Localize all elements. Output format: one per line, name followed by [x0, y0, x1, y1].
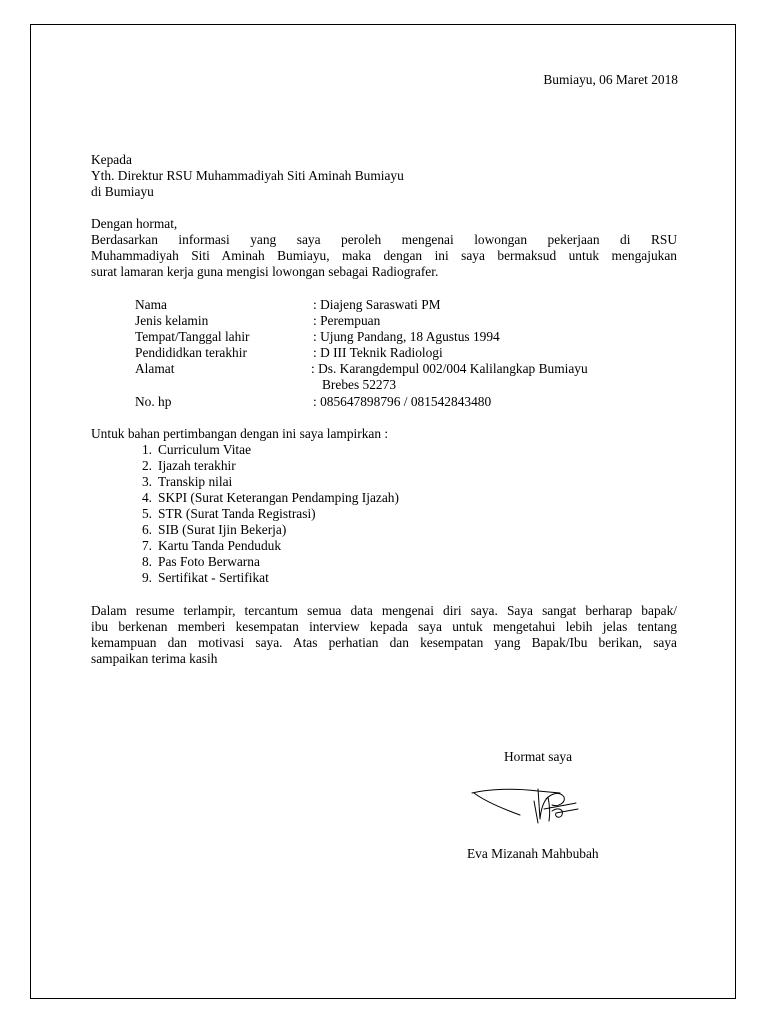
attachment-item: STR (Surat Tanda Registrasi) [158, 506, 316, 521]
attachment-item: Transkip nilai [158, 474, 233, 489]
recipient-location: di Bumiayu [91, 184, 154, 199]
attachment-item: SIB (Surat Ijin Bekerja) [158, 522, 287, 537]
attachment-number: 1. [141, 442, 152, 457]
letter-date: Bumiayu, 06 Maret 2018 [543, 72, 678, 87]
attachment-item: Kartu Tanda Penduduk [158, 538, 282, 553]
label-alamat: Alamat [135, 361, 175, 376]
closing-line: ibu berkenan memberi kesempatan interview kepada saya untuk mengetahui lebih jelas tentang [91, 619, 677, 634]
signature-icon [468, 779, 588, 831]
closing-line: sampaikan terima kasih [91, 651, 218, 666]
attachment-number: 4. [141, 490, 152, 505]
value-ttl: : Ujung Pandang, 18 Agustus 1994 [313, 329, 500, 344]
intro-line: surat lamaran kerja guna mengisi lowongan sebagai Radiografer. [91, 264, 439, 279]
recipient-salutation: Kepada [91, 152, 132, 167]
attachment-number: 3. [141, 474, 152, 489]
recipient-name: Yth. Direktur RSU Muhammadiyah Siti Aminah Bumiayu [91, 168, 404, 183]
intro-line: Muhammadiyah Siti Aminah Bumiayu, maka dengan ini saya bermaksud untuk mengajukan [91, 248, 677, 263]
attachment-number: 7. [141, 538, 152, 553]
attachment-number: 6. [141, 522, 152, 537]
value-jenis-kelamin: : Perempuan [313, 313, 381, 328]
attachment-item: SKPI (Surat Keterangan Pendamping Ijazah) [158, 490, 399, 505]
label-ttl: Tempat/Tanggal lahir [135, 329, 250, 344]
closing-line: kemampuan dan motivasi saya. Atas perhatian dan kesempatan yang Bapak/Ibu berikan, saya [91, 635, 677, 650]
attachments-intro: Untuk bahan pertimbangan dengan ini saya lampirkan : [91, 426, 389, 441]
value-alamat: : Ds. Karangdempul 002/004 Kalilangkap Bumiayu [311, 361, 588, 376]
greeting: Dengan hormat, [91, 216, 178, 231]
label-pendidikan: Pendididkan terakhir [135, 345, 247, 360]
attachment-number: 9. [141, 570, 152, 585]
signer-name: Eva Mizanah Mahbubah [467, 846, 599, 861]
value-nama: : Diajeng Saraswati PM [313, 297, 441, 312]
label-jenis-kelamin: Jenis kelamin [135, 313, 209, 328]
label-nama: Nama [135, 297, 167, 312]
closing-paragraph [91, 603, 677, 667]
attachment-number: 8. [141, 554, 152, 569]
attachment-item: Ijazah terakhir [158, 458, 236, 473]
attachment-item: Sertifikat - Sertifikat [158, 570, 269, 585]
value-alamat-line2: Brebes 52273 [322, 377, 397, 392]
attachment-number: 5. [141, 506, 152, 521]
closing-line: Dalam resume terlampir, tercantum semua data mengenai diri saya. Saya sangat berharap bapak/ [91, 603, 677, 618]
attachment-number: 2. [141, 458, 152, 473]
closing-phrase: Hormat saya [504, 749, 573, 764]
attachment-item: Curriculum Vitae [158, 442, 252, 457]
value-no-hp: : 085647898796 / 081542843480 [313, 394, 492, 409]
value-pendidikan: : D III Teknik Radiologi [313, 345, 443, 360]
attachment-item: Pas Foto Berwarna [158, 554, 260, 569]
intro-paragraph [91, 232, 677, 280]
intro-line: Berdasarkan informasi yang saya peroleh mengenai lowongan pekerjaan di RSU [91, 232, 677, 247]
label-no-hp: No. hp [135, 394, 172, 409]
